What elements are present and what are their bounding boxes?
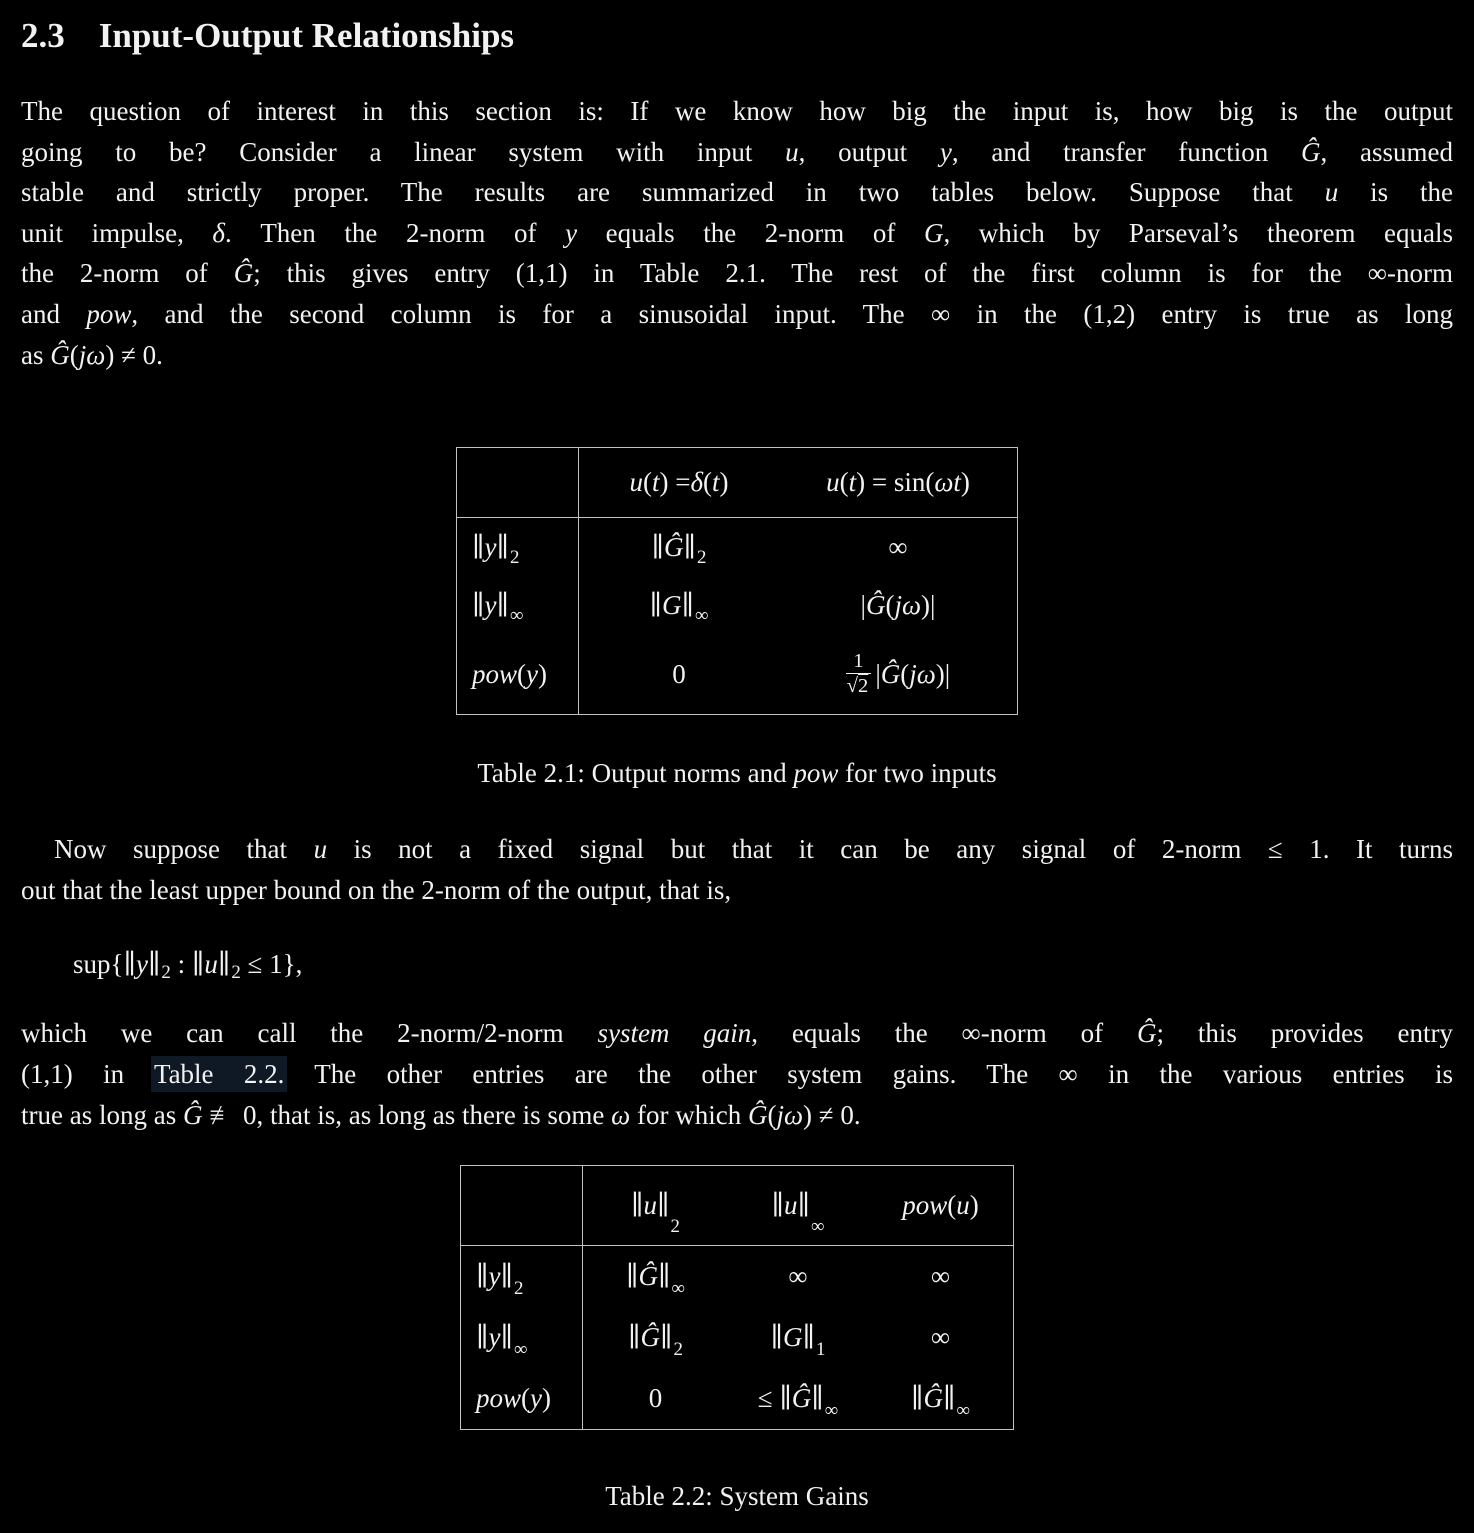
text-run: ∥: [683, 531, 696, 562]
text-run: , which by Parseval’s theorem equals: [943, 217, 1454, 248]
table-2-2-caption: [21, 1476, 1453, 1517]
text-run: Now suppose that: [54, 834, 314, 865]
text-line: [21, 1095, 1453, 1136]
sqrt-symbol: √: [846, 675, 859, 698]
text-run: G: [923, 217, 944, 248]
text-run: ≤ ∥: [757, 1383, 792, 1414]
text-run: pow: [902, 1190, 948, 1221]
text-run: stable and strictly proper. The results are summarized in two tables below. Suppose that: [21, 177, 1325, 208]
text-run: pow: [476, 1383, 522, 1414]
text-run: 2: [513, 1277, 524, 1299]
text-run: 2: [670, 1215, 680, 1237]
text-run: ): [719, 467, 729, 498]
text-run: ∥: [649, 589, 663, 620]
row-header-cell: [461, 1368, 583, 1429]
table-2-2: [460, 1165, 1014, 1430]
text-run: (: [767, 1099, 777, 1130]
text-run: ∥: [626, 1261, 639, 1292]
text-run: , equals the ∞-norm of: [751, 1018, 1137, 1049]
text-run: ∞: [671, 1277, 685, 1299]
table-cell: [779, 518, 1017, 576]
text-run: ∥: [628, 1322, 641, 1353]
table-cell: [779, 576, 1017, 634]
text-line: [21, 253, 1453, 294]
text-run: ∥: [217, 949, 231, 980]
text-run: y: [484, 531, 497, 562]
row-header-cell: [461, 1246, 583, 1307]
text-run: ∥: [472, 531, 485, 562]
text-run: pow: [472, 658, 518, 689]
text-run: t: [651, 467, 660, 498]
text-run: ∞: [824, 1399, 839, 1421]
table-cell: [868, 1307, 1013, 1368]
text-run: ∥: [651, 531, 665, 562]
column-header-cell: [868, 1166, 1013, 1246]
section-number: 2.3: [21, 16, 65, 55]
text-run: Ĝ: [747, 1099, 768, 1130]
text-run: which we can call the 2-norm/2-norm: [21, 1018, 598, 1049]
text-run: jω: [776, 1099, 804, 1130]
text-run: Ĝ: [182, 1099, 203, 1130]
text-run: ) = sin(: [856, 467, 935, 498]
text-run: ≢ 0, that is, as long as there is some: [202, 1099, 612, 1130]
text-run: u: [956, 1190, 970, 1221]
text-run: ∥: [500, 1322, 513, 1353]
text-run: (1,1) in: [21, 1058, 154, 1089]
text-run: ω: [611, 1099, 631, 1130]
text-run: , and transfer function: [951, 136, 1302, 167]
text-run: for two inputs: [838, 758, 997, 789]
text-run: u: [826, 467, 840, 498]
text-run: . Then the 2-norm of: [224, 217, 566, 248]
text-run: ∥: [476, 1322, 489, 1353]
text-run: u: [1324, 177, 1339, 208]
document-page: [0, 14, 1474, 1517]
text-run: Ĝ: [880, 658, 901, 689]
corner-header-cell: [461, 1166, 583, 1246]
text-run: , and the second column is for a sinusoidal input. The ∞ in the (1,2) entry is true as long: [131, 298, 1454, 329]
text-run: (: [517, 658, 527, 689]
text-run: δ: [690, 467, 704, 498]
table-2-1-caption: [21, 753, 1453, 794]
text-line: [21, 172, 1453, 213]
text-line: [21, 213, 1453, 254]
table-cell: [868, 1368, 1013, 1429]
text-run: unit impulse,: [21, 217, 213, 248]
table-cell: [728, 1368, 868, 1429]
text-run: ∞: [888, 531, 908, 562]
text-run: t: [848, 467, 857, 498]
text-run: ∥: [657, 1190, 670, 1221]
fraction-denominator: [846, 673, 872, 699]
text-run: y: [530, 1383, 542, 1414]
fraction: [846, 650, 872, 699]
text-run: Table 2.1: Output norms and: [477, 758, 794, 789]
text-run: ∞: [930, 1322, 951, 1353]
column-header-cell: [779, 448, 1017, 518]
text-run: Ĝ: [50, 339, 70, 370]
text-run: u: [313, 834, 328, 865]
text-run: )|: [921, 589, 936, 620]
table-cell: [583, 1307, 728, 1368]
text-run: (: [885, 589, 895, 620]
text-run: pow: [86, 298, 132, 329]
text-run: ∥: [771, 1190, 785, 1221]
text-run: |: [860, 589, 866, 620]
table-cell: [868, 1246, 1013, 1307]
text-run: ∥: [631, 1190, 644, 1221]
text-line: [21, 1013, 1453, 1054]
text-run: ) =: [659, 467, 691, 498]
section-heading: [21, 14, 1453, 58]
text-line: [21, 91, 1453, 132]
table-cell: [579, 634, 779, 714]
text-run: ∥: [496, 531, 509, 562]
text-run: the 2-norm of: [21, 258, 234, 289]
text-run: ): [538, 658, 547, 689]
text-run: ωt: [934, 467, 961, 498]
text-run: ∥: [911, 1383, 924, 1414]
row-header-cell: [457, 576, 579, 634]
text-run: going to be? Consider a linear system with input: [21, 136, 786, 167]
text-run: Ĝ: [233, 258, 254, 289]
text-run: Ĝ: [1301, 136, 1321, 167]
text-run: ; this provides entry: [1156, 1018, 1454, 1049]
text-run: , assumed: [1320, 136, 1453, 167]
text-run: sup{∥: [73, 949, 136, 980]
text-run: (: [947, 1190, 957, 1221]
text-run: is not a fixed signal but that it can be any signal of 2-norm ≤ 1. It turns: [327, 834, 1454, 865]
text-run: jω: [78, 339, 106, 370]
text-run: ∞: [788, 1261, 808, 1292]
text-run: is the: [1338, 177, 1453, 208]
text-run: ): [969, 1190, 979, 1221]
table-cell: [728, 1246, 868, 1307]
table-2-2-wrapper: [21, 1165, 1453, 1430]
text-run: , output: [798, 136, 940, 167]
sqrt-argument: 2: [858, 675, 869, 698]
text-run: ): [960, 467, 970, 498]
text-run: system gain: [597, 1018, 752, 1049]
column-header-cell: [579, 448, 779, 518]
text-run: 0: [648, 1383, 663, 1414]
text-run: ∥: [943, 1383, 956, 1414]
section-title: Input-Output Relationships: [98, 16, 515, 55]
table-cell: [779, 634, 1017, 714]
text-run: and: [21, 298, 87, 329]
table-cell: [728, 1307, 868, 1368]
text-line: [21, 132, 1453, 173]
text-run: ∥: [660, 1322, 673, 1353]
text-run: ∥: [681, 589, 694, 620]
text-run: Ĝ: [923, 1383, 944, 1414]
text-run: : ∥: [170, 949, 205, 980]
text-run: ∞: [509, 604, 524, 626]
table-cell: [579, 576, 779, 634]
text-run: jω: [894, 589, 922, 620]
text-run: 2: [231, 961, 241, 983]
corner-header-cell: [457, 448, 579, 518]
text-run: 2: [161, 961, 171, 983]
text-run: |: [875, 658, 881, 689]
text-run: y: [526, 658, 538, 689]
text-line: [21, 870, 1453, 911]
text-run: Ĝ: [664, 531, 684, 562]
text-run: ∥: [496, 589, 509, 620]
text-run: Ĝ: [791, 1383, 812, 1414]
text-run: u: [629, 467, 643, 498]
text-run: ∞: [956, 1399, 970, 1421]
text-run: ∥: [472, 589, 485, 620]
text-run: y: [135, 949, 148, 980]
text-line: [21, 294, 1453, 335]
text-run: ∥: [500, 1261, 513, 1292]
text-run: u: [643, 1190, 658, 1221]
text-run: for which: [630, 1099, 748, 1130]
paragraph-intro: [21, 91, 1453, 375]
text-run: y: [484, 589, 497, 620]
fraction-numerator: 1: [853, 649, 864, 672]
text-run: ) ≠ 0.: [803, 1099, 861, 1130]
text-run: jω: [909, 658, 936, 689]
text-run: ∥: [770, 1322, 784, 1353]
text-line: [21, 829, 1453, 870]
text-run: ∥: [147, 949, 161, 980]
text-run: ) ≠ 0.: [105, 339, 163, 370]
text-line: [21, 335, 1453, 376]
text-run: 1: [816, 1338, 826, 1360]
text-run: t: [712, 467, 720, 498]
text-run: ; this gives entry (1,1) in Table 2.1. The rest of the first column is for the ∞-norm: [253, 258, 1453, 289]
text-run: as: [21, 339, 51, 370]
table-2-1: [456, 447, 1018, 715]
text-run: 2: [509, 546, 520, 568]
text-run: ∥: [476, 1261, 489, 1292]
text-run: 0: [672, 658, 686, 689]
text-run: (: [69, 339, 79, 370]
text-run: ≤ 1},: [240, 949, 303, 980]
text-run: u: [784, 1190, 798, 1221]
text-run: ∞: [811, 1215, 825, 1237]
text-run: true as long as: [21, 1099, 183, 1130]
text-run: y: [488, 1261, 501, 1292]
text-run: (: [703, 467, 713, 498]
text-run: Ĝ: [638, 1261, 659, 1292]
text-run: ∞: [513, 1338, 528, 1360]
text-run: y: [565, 217, 578, 248]
text-run: δ: [212, 217, 225, 248]
row-header-cell: [461, 1307, 583, 1368]
text-run: 2: [697, 546, 707, 568]
text-run: G: [662, 589, 682, 620]
text-run: 2: [673, 1338, 683, 1360]
text-run: G: [783, 1322, 803, 1353]
text-run: ∥: [797, 1190, 810, 1221]
table-2-2-reference-link[interactable]: Table 2.2.: [153, 1058, 285, 1089]
text-run: ∥: [658, 1261, 671, 1292]
row-header-cell: [457, 518, 579, 576]
text-run: (: [900, 658, 910, 689]
text-run: ∞: [930, 1261, 951, 1292]
paragraph-system-gain: [21, 1013, 1453, 1135]
column-header-cell: [583, 1166, 728, 1246]
table-cell: [583, 1368, 728, 1429]
paragraph-now-suppose: [21, 829, 1453, 910]
table-cell: [583, 1246, 728, 1307]
text-run: (: [839, 467, 849, 498]
text-run: pow: [793, 758, 839, 789]
table-2-1-wrapper: [21, 447, 1453, 715]
text-run: y: [488, 1322, 501, 1353]
text-run: ∥: [802, 1322, 815, 1353]
display-equation-sup: [21, 941, 1453, 987]
text-line: [21, 1054, 1453, 1095]
text-run: Ĝ: [865, 589, 886, 620]
text-run: Table 2.2: System Gains: [605, 1481, 869, 1512]
text-run: ∞: [695, 604, 709, 626]
table-cell: [579, 518, 779, 576]
text-run: The other entries are the other system gains. The ∞ in the various entries is: [284, 1058, 1454, 1089]
text-run: ∥: [811, 1383, 824, 1414]
text-run: u: [204, 949, 218, 980]
text-run: Ĝ: [640, 1322, 661, 1353]
text-run: y: [939, 136, 952, 167]
text-run: )|: [935, 658, 951, 689]
text-run: The question of interest in this section is: If we know how big the input is, how big is the output: [21, 96, 1453, 126]
text-run: ): [542, 1383, 551, 1414]
text-run: equals the 2-norm of: [577, 217, 924, 248]
text-run: out that the least upper bound on the 2-norm of the output, that is,: [21, 874, 732, 905]
column-header-cell: [728, 1166, 868, 1246]
text-run: (: [642, 467, 652, 498]
text-run: (: [521, 1383, 531, 1414]
text-run: u: [785, 136, 799, 167]
row-header-cell: [457, 634, 579, 714]
text-run: Ĝ: [1136, 1018, 1157, 1049]
